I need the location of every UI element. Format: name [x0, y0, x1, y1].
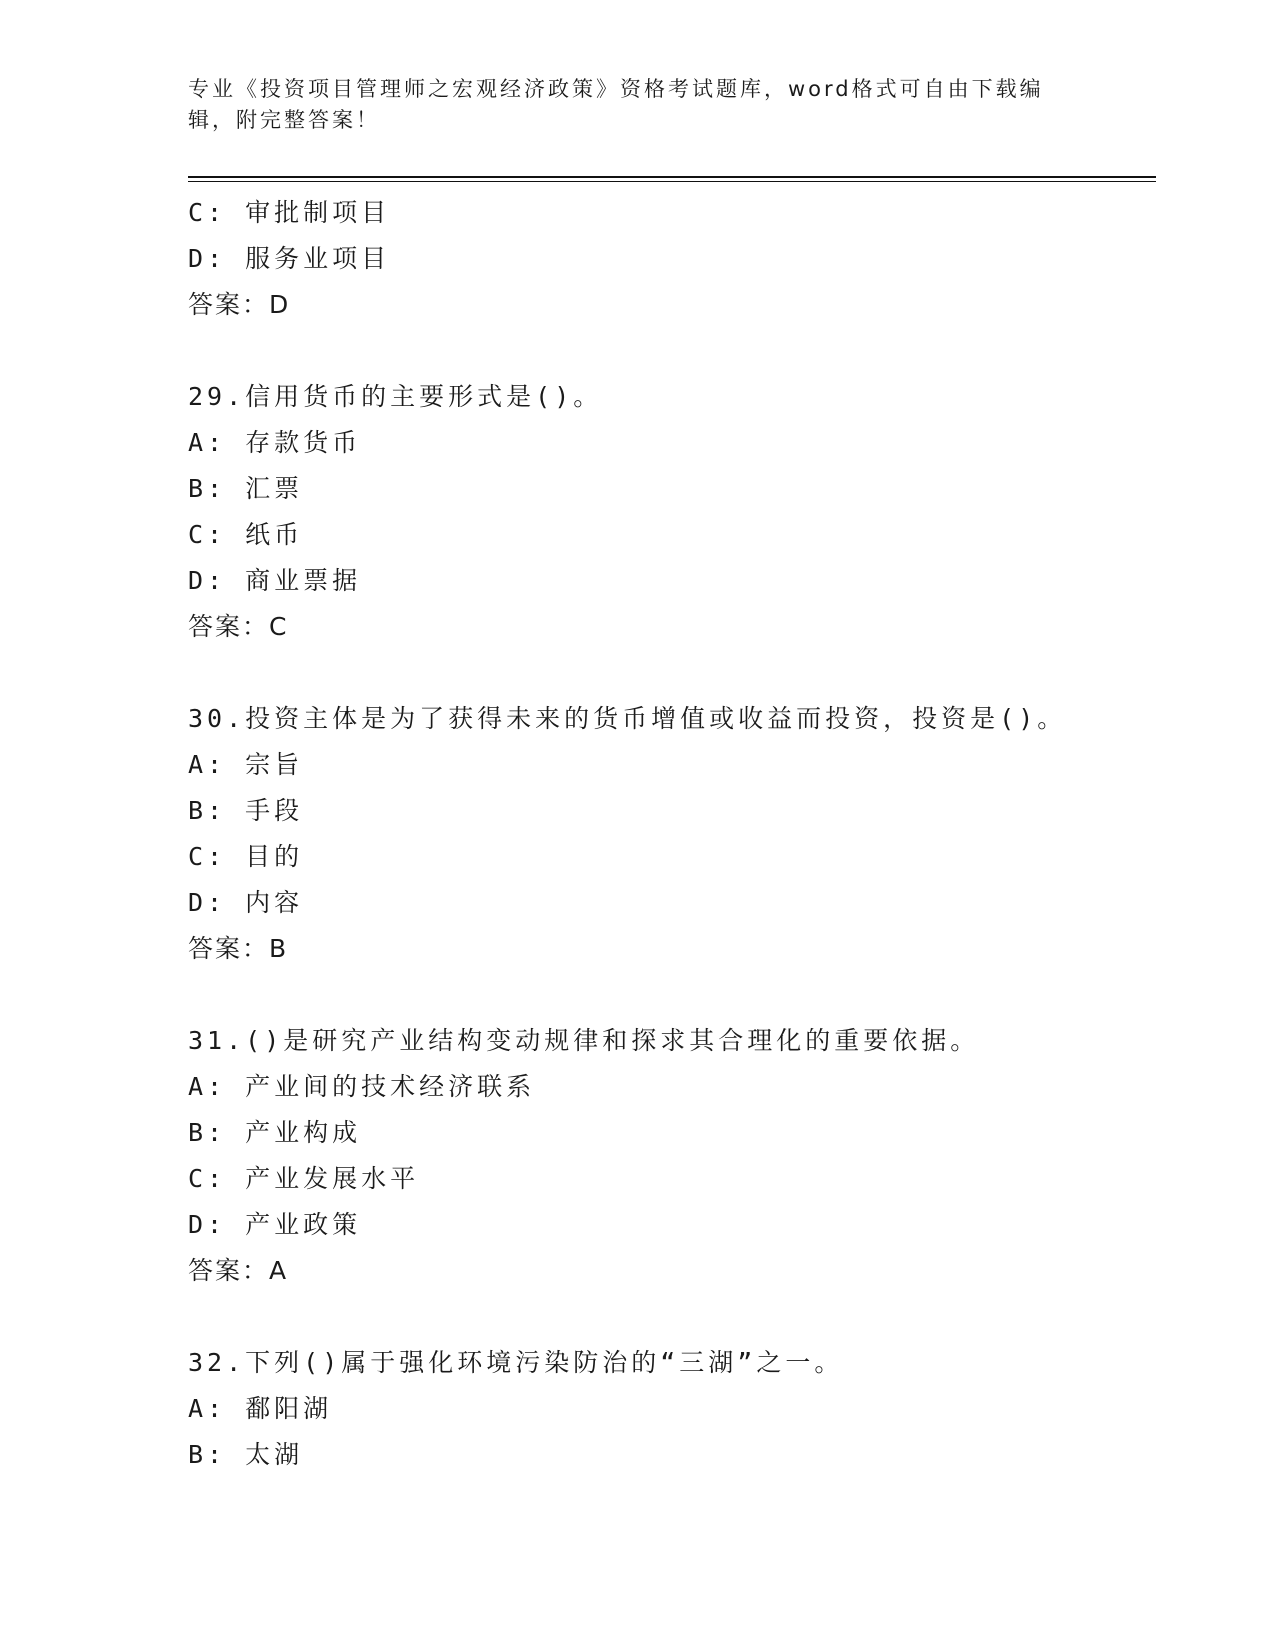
question-29 [188, 374, 1156, 650]
document-header [188, 74, 1068, 136]
option-c: C: 产业发展水平 [188, 1164, 420, 1193]
option-b: B: 太湖 [188, 1440, 304, 1469]
option-c: C: 审批制项目 [188, 198, 391, 227]
answer: 答案：D [188, 290, 291, 319]
option-b: B: 汇票 [188, 474, 304, 503]
option-c: C: 纸币 [188, 520, 304, 549]
question-31 [188, 1018, 1156, 1294]
option-b: B: 产业构成 [188, 1118, 362, 1147]
option-a: A: 宗旨 [188, 750, 304, 779]
option-d: D: 产业政策 [188, 1210, 362, 1239]
answer: 答案：C [188, 612, 289, 641]
question-stem: 31.()是研究产业结构变动规律和探求其合理化的重要依据。 [188, 1026, 980, 1055]
question-stem: 30.投资主体是为了获得未来的货币增值或收益而投资，投资是()。 [188, 704, 1067, 733]
question-30 [188, 696, 1156, 972]
option-b: B: 手段 [188, 796, 304, 825]
header-line-1: 专业《投资项目管理师之宏观经济政策》资格考试题库，word格式可自由下载编 [188, 77, 1044, 101]
answer: 答案：B [188, 934, 289, 963]
header-divider-thick [188, 176, 1156, 178]
question-stem: 32.下列()属于强化环境污染防治的“三湖”之一。 [188, 1348, 844, 1377]
question-32 [188, 1340, 1156, 1478]
option-d: D: 商业票据 [188, 566, 362, 595]
option-c: C: 目的 [188, 842, 304, 871]
question-stem: 29.信用货币的主要形式是()。 [188, 382, 603, 411]
option-a: A: 产业间的技术经济联系 [188, 1072, 536, 1101]
option-a: A: 鄱阳湖 [188, 1394, 333, 1423]
header-line-2: 辑，附完整答案！ [188, 108, 380, 132]
option-d: D: 服务业项目 [188, 244, 391, 273]
option-d: D: 内容 [188, 888, 304, 917]
question-list [188, 190, 1156, 1478]
option-a: A: 存款货币 [188, 428, 362, 457]
answer: 答案：A [188, 1256, 289, 1285]
header-divider-thin [188, 181, 1156, 182]
question-28-tail [188, 190, 1156, 328]
